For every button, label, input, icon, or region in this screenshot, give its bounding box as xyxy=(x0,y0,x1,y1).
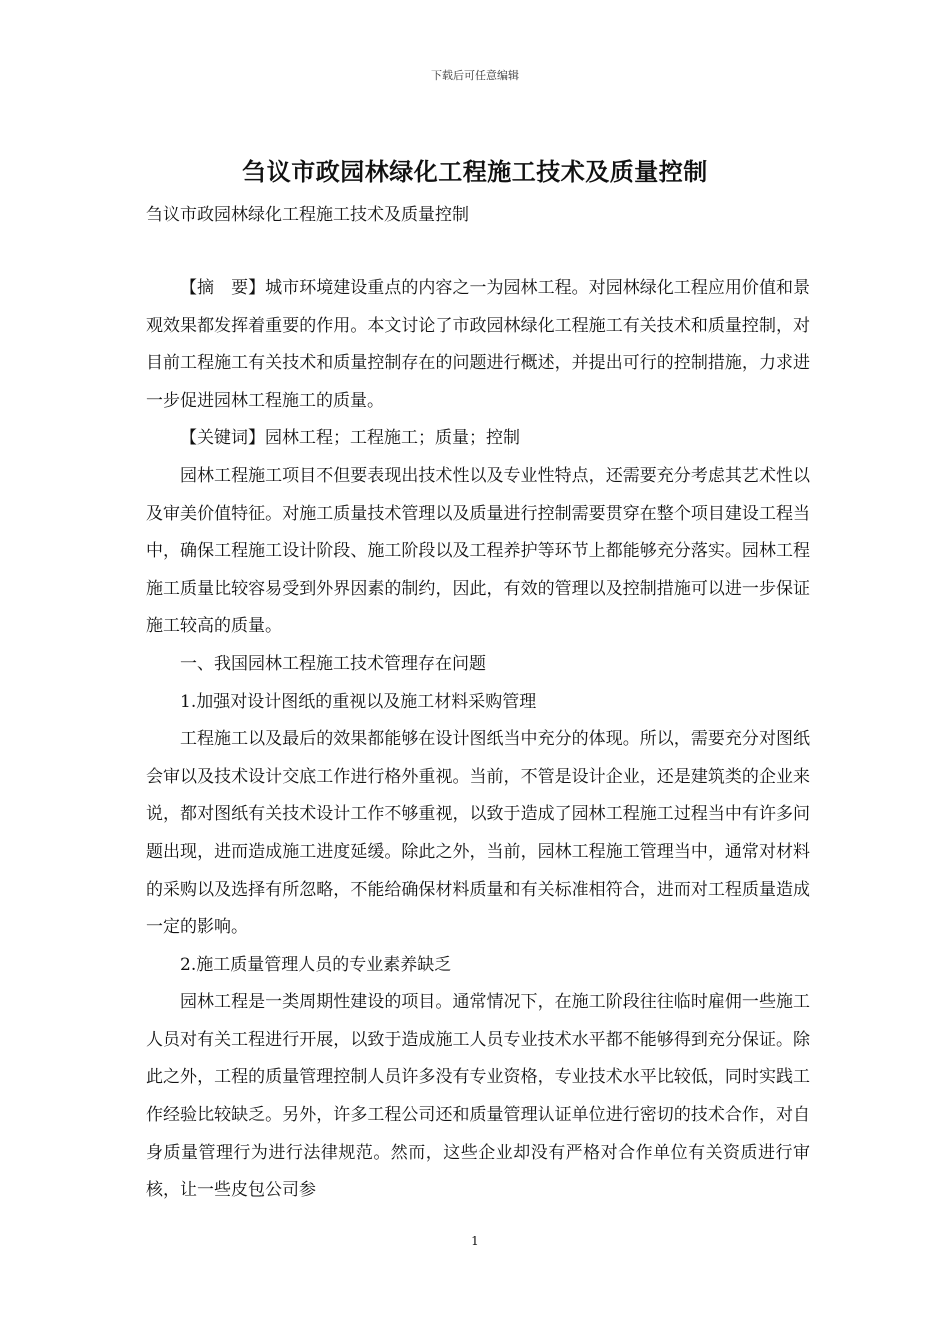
body-paragraph: 工程施工以及最后的效果都能够在设计图纸当中充分的体现。所以，需要充分对图纸会审以及技术设计交底工作进行格外重视。当前，不管是设计企业，还是建筑类的企业来说，都对图纸有关技术设计工作不够重视，以致于造成了园林工程施工过程当中有许多问题出现，进而造成施工进度延缓。除此之外，当前，园林工程施工管理当中，通常对材料的采购以及选择有所忽略，不能给确保材料质量和有关标准相符合，进而对工程质量造成一定的影响。 xyxy=(146,729,810,938)
body-paragraph: 园林工程是一类周期性建设的项目。通常情况下，在施工阶段往往临时雇佣一些施工人员对有关工程进行开展，以致于造成施工人员专业技术水平都不能够得到充分保证。除此之外，工程的质量管理控制人员许多没有专业资格，专业技术水平比较低，同时实践工作经验比较缺乏。另外，许多工程公司还和质量管理认证单位进行密切的技术合作，对自身质量管理行为进行法律规范。然而，这些企业却没有严格对合作单位有关资质进行审核，让一些皮包公司参 xyxy=(146,992,810,1201)
intro-paragraph: 园林工程施工项目不但要表现出技术性以及专业性特点，还需要充分考虑其艺术性以及审美价值特征。对施工质量技术管理以及质量进行控制需要贯穿在整个项目建设工程当中，确保工程施工设计阶段、施工阶段以及工程养护等环节上都能够充分落实。园林工程施工质量比较容易受到外界因素的制约，因此，有效的管理以及控制措施可以进一步保证施工较高的质量。 xyxy=(146,465,810,637)
abstract-paragraph: 【摘 要】城市环境建设重点的内容之一为园林工程。对园林绿化工程应用价值和景观效果都发挥着重要的作用。本文讨论了市政园林绿化工程施工有关技术和质量控制，对目前工程施工有关技术和质量控制存在的问题进行概述，并提出可行的控制措施，力求进一步促进园林工程施工的质量。 xyxy=(146,278,810,411)
document-subtitle: 刍议市政园林绿化工程施工技术及质量控制 xyxy=(146,205,469,225)
page-header: 下载后可任意编辑 xyxy=(431,69,519,82)
subsection-heading: 1.加强对设计图纸的重视以及施工材料采购管理 xyxy=(180,691,537,712)
keywords-paragraph: 【关键词】园林工程；工程施工；质量；控制 xyxy=(180,428,520,449)
document-title: 刍议市政园林绿化工程施工技术及质量控制 xyxy=(242,157,708,186)
section-heading: 一、我国园林工程施工技术管理存在问题 xyxy=(180,653,486,674)
document-body xyxy=(146,270,810,1210)
page-number: 1 xyxy=(471,1234,479,1248)
subsection-heading: 2.施工质量管理人员的专业素养缺乏 xyxy=(180,954,452,975)
